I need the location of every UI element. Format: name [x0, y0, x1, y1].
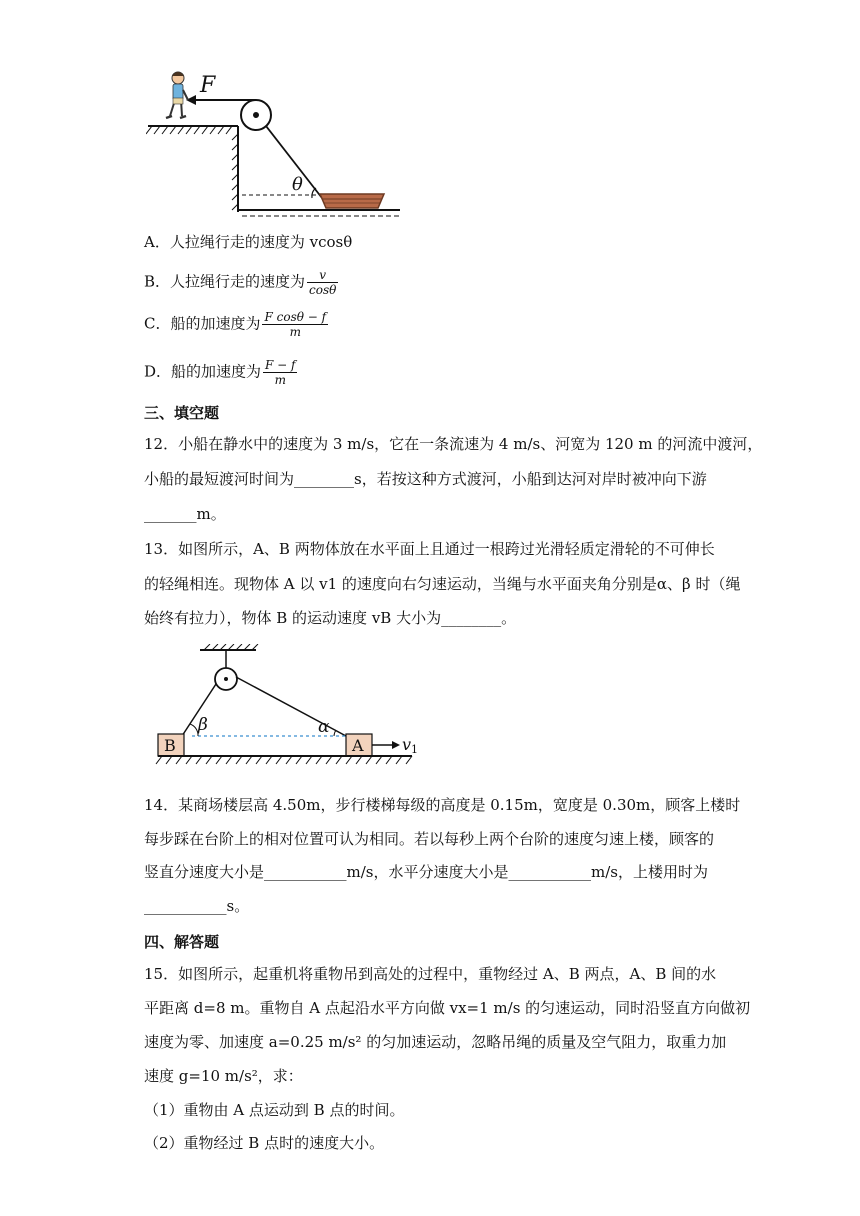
q15-subq-1: （1）重物由 A 点运动到 B 点的时间。 [144, 1101, 405, 1119]
option-c-denominator: m [289, 325, 301, 339]
q13-line-1: 13．如图所示，A、B 两物体放在水平面上且通过一根跨过光滑轻质定滑轮的不可伸长 [144, 540, 715, 558]
q12-line-1: 12．小船在静水中的速度为 3 m/s，它在一条流速为 4 m/s、河宽为 120 m 的河流中渡河， [144, 435, 763, 453]
angle-label: θ [292, 174, 303, 195]
figure-blocks-pulley [154, 644, 424, 772]
option-b-prefix: B．人拉绳行走的速度为 [144, 272, 306, 291]
option-c [144, 310, 328, 339]
velocity-subscript: 1 [411, 743, 419, 756]
option-c-prefix: C．船的加速度为 [144, 314, 261, 333]
option-b-denominator: cosθ [309, 283, 337, 297]
q14-line-1: 14．某商场楼层高 4.50m，步行楼梯每级的高度是 0.15m，宽度是 0.30m，顾客上楼时 [144, 796, 741, 814]
option-d-fraction [263, 358, 297, 387]
q12-line-3: _______m。 [144, 505, 226, 523]
option-d-prefix: D．船的加速度为 [144, 362, 262, 381]
section-title-fill-blank: 三、填空题 [144, 404, 220, 422]
svg-text:v1 [402, 735, 418, 756]
beta-label: β [198, 715, 208, 735]
q14-line-2: 每步踩在台阶上的相对位置可认为相同。若以每秒上两个台阶的速度匀速上楼，顾客的 [144, 830, 715, 848]
option-c-fraction [262, 310, 328, 339]
q13-line-2: 的轻绳相连。现物体 A 以 v1 的速度向右匀速运动，当绳与水平面夹角分别是α、β 时（绳 [144, 575, 741, 593]
option-b-fraction [307, 268, 338, 297]
option-d-denominator: m [274, 373, 286, 387]
q15-line-1: 15．如图所示，起重机将重物吊到高处的过程中，重物经过 A、B 两点，A、B 间的水 [144, 965, 717, 983]
q14-line-4: ___________s。 [144, 897, 250, 915]
q13-line-3: 始终有拉力），物体 B 的运动速度 vB 大小为________。 [144, 609, 517, 627]
block-a-label: A [352, 736, 364, 755]
force-label: F [200, 73, 216, 98]
option-b-numerator: v [307, 268, 338, 283]
alpha-label: α [318, 717, 330, 737]
option-d [144, 358, 297, 387]
figure-person-pulley-boat [146, 66, 404, 218]
block-b-label: B [164, 736, 176, 755]
option-b [144, 268, 338, 297]
q15-line-3: 速度为零、加速度 a=0.25 m/s² 的匀加速运动，忽略吊绳的质量及空气阻力，取重力加 [144, 1033, 727, 1051]
velocity-label: v [402, 735, 412, 754]
q15-line-2: 平距离 d=8 m。重物自 A 点起沿水平方向做 vx=1 m/s 的匀速运动，同时沿竖直方向做初 [144, 999, 751, 1017]
q14-line-3: 竖直分速度大小是___________m/s，水平分速度大小是___________m/s，上楼用时为 [144, 863, 708, 881]
option-c-numerator: F cosθ − f [264, 310, 327, 324]
q12-line-2: 小船的最短渡河时间为________s，若按这种方式渡河，小船到达河对岸时被冲向下游 [144, 470, 707, 488]
option-a: A．人拉绳行走的速度为 vcosθ [144, 233, 353, 251]
q15-line-4: 速度 g=10 m/s²，求： [144, 1067, 303, 1085]
section-title-answer: 四、解答题 [144, 933, 220, 951]
option-d-numerator: F − f [265, 358, 296, 372]
q15-subq-2: （2）重物经过 B 点时的速度大小。 [144, 1134, 385, 1152]
